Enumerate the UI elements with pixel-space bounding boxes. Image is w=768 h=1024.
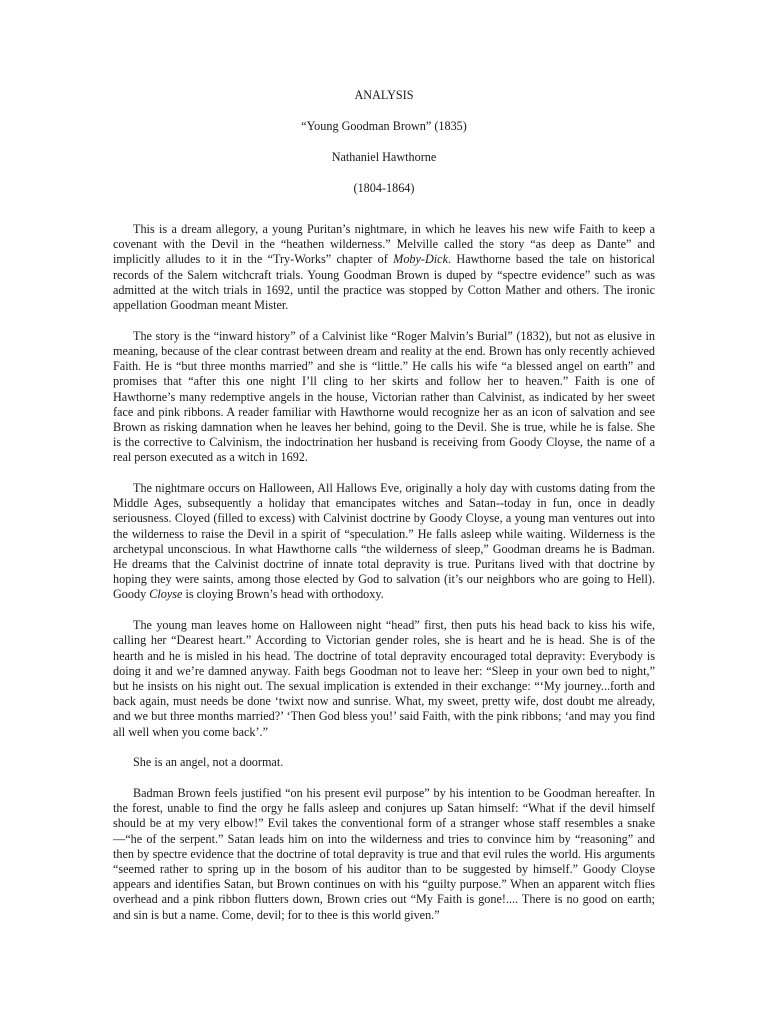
paragraph-text: This is a dream allegory, a young Puritan’s nightmare, in which he leaves his new wife Faith to keep a covenant with the Devil in the “heathen wilderness.” Melville called the story “as deep as Dante” and implicitly alludes to it in the “Try-Works” chapter of (113, 222, 655, 267)
paragraph-intro (113, 222, 655, 313)
paragraph-young-man (113, 618, 655, 740)
document-header (113, 88, 655, 196)
paragraph-text: The young man leaves home on Halloween night “head” first, then puts his head back to kiss his wife, calling her “Dearest heart.” According to Victorian gender roles, she is heart and he is head. She is of the hearth and he is misled in his head. The doctrine of total depravity encouraged total depravity: Everybody is doing it and we’re damned anyway. Faith begs Goodman not to leave her: “Sleep in your own bed to night,” but he insists on his night out. The sexual implication is extended in their exchange: “‘My journey...forth and back again, must needs be done ‘twixt now and sunrise. What, my sweet, pretty wife, dost doubt me already, and we but three months married?’ ‘Then God bless you!’ said Faith, with the pink ribbons; ‘and may you find all well when you come back’.” (113, 618, 655, 739)
analysis-label: ANALYSIS (354, 88, 414, 102)
paragraph-text: The story is the “inward history” of a Calvinist like “Roger Malvin’s Burial” (1832), but not as elusive in meaning, because of the clear contrast between dream and reality at the end. Brown has only recently achieved Faith. He is “but three months married” and she is “little.” He calls his wife “a blessed angel on earth” and promises that “after this one night I’ll cling to her skirts and follow her to heaven.” Faith is one of Hawthorne’s many redemptive angels in the house, Victorian rather than Calvinist, as indicated by her sweet face and pink ribbons. A reader familiar with Hawthorne would recognize her as an icon of salvation and see Brown as risking damnation when he leaves her behind, going to the Devil. She is true, while he is false. She is the corrective to Calvinism, the indoctrination her husband is receiving from Goody Cloyse, the name of a real person executed as a witch in 1692. (113, 328, 655, 465)
author-dates: (1804-1864) (353, 181, 415, 195)
paragraph-text: The nightmare occurs on Halloween, All Hallows Eve, originally a holy day with customs dating from the Middle Ages, subsequently a holiday that emancipates witches and Satan--today in fun, once in deadly seriousness. Cloyed (filled to excess) with Calvinist doctrine by Goody Cloyse, a young man ventures out into the wilderness to raise the Devil in a spirit of “speculation.” He falls asleep while waiting. Wilderness is the archetypal unconscious. In what Hawthorne calls “the wilderness of sleep,” Goodman dreams he is Badman. He dreams that the Calvinist doctrine of innate total depravity is true. Puritans lived with that doctrine by hoping they were saints, among those elected by God to salvation (it’s our neighbors who are going to Hell). Goody (113, 481, 655, 602)
paragraph-angel (113, 755, 655, 770)
author-name: Nathaniel Hawthorne (331, 150, 437, 164)
paragraph-text: is cloying Brown’s head with orthodoxy. (182, 587, 384, 602)
paragraph-text: She is an angel, not a doormat. (133, 755, 284, 770)
document-body (113, 222, 655, 923)
paragraph-text: Badman Brown feels justified “on his present evil purpose” by his intention to be Goodman hereafter. In the forest, unable to find the orgy he falls asleep and conjures up Satan himself: “What if the devil himself should be at my very elbow!” Evil takes the conventional form of a stranger whose staff resembles a snake—“he of the serpent.” Satan leads him on into the wilderness and tries to convince him by “reasoning” and then by spectre evidence that the doctrine of total depravity is true and that evil rules the world. His arguments “seemed rather to spring up in the bosom of his auditor than to be suggested by himself.” Goody Cloyse appears and identifies Satan, but Brown continues on with his “guilty purpose.” When an apparent witch flies overhead and a pink ribbon flutters down, Brown cries out “My Faith is gone!.... There is no good on earth; and sin is but a name. Come, devil; for to thee is this world given.” (113, 786, 655, 922)
italic-word-cloyse: Cloyse (149, 587, 183, 602)
paragraph-nightmare (113, 481, 655, 603)
document-page (113, 88, 655, 938)
paragraph-inward-history (113, 329, 655, 466)
work-title: “Young Goodman Brown” (1835) (301, 119, 467, 133)
paragraph-text: . Hawthorne based the tale on historical records of the Salem witchcraft trials. Young Goodman Brown is duped by “spectre evidence” such as was admitted at the witch trials in 1692, until the practice was stopped by Cotton Mather and others. The ironic appellation Goodman meant Mister. (113, 252, 656, 313)
paragraph-badman (113, 786, 655, 923)
italic-title-moby-dick: Moby-Dick (393, 252, 448, 267)
